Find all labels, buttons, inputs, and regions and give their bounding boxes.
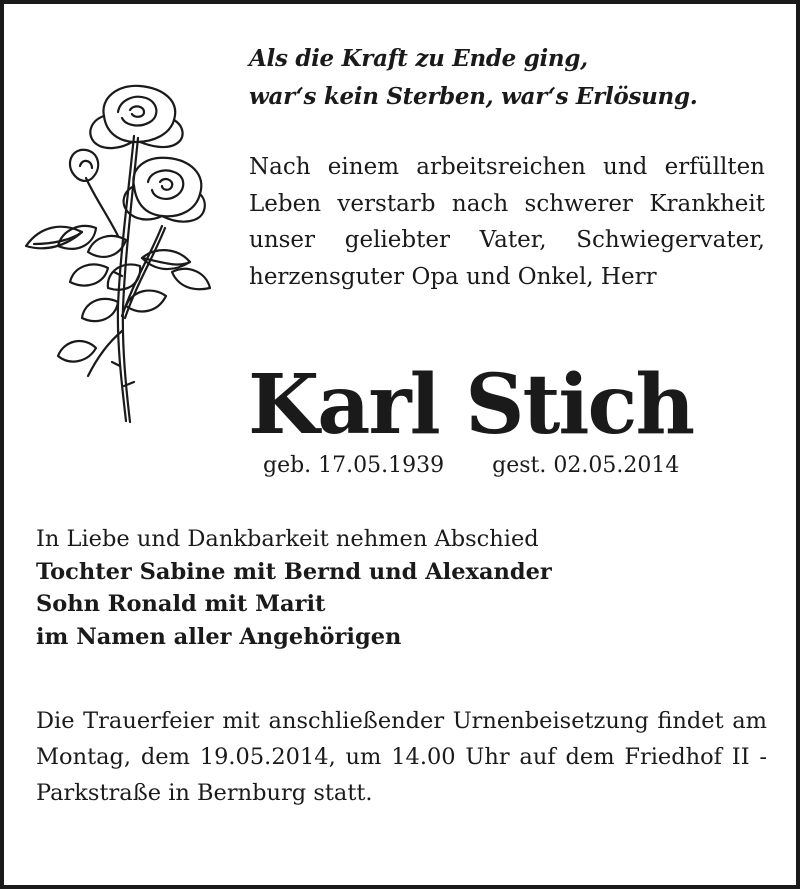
mourner-line: im Namen aller Angehörigen bbox=[36, 623, 402, 650]
mourner-line: Sohn Ronald mit Marit bbox=[36, 591, 326, 617]
motto-line-2: war‘s kein Sterben, war‘s Erlösung. bbox=[249, 83, 698, 110]
funeral-notice: Die Trauerfeier mit anschließender Urnenbeisetzung findet am Montag, dem 19.05.2014, um 14.00 Uhr auf dem Friedhof II - Parkstraße in Bernburg statt. bbox=[36, 708, 767, 806]
birth-date: geb. 17.05.1939 bbox=[263, 453, 445, 478]
rose-illustration bbox=[22, 76, 218, 436]
intro-text: Nach einem arbeitsreichen und erfüllten Leben verstarb nach schwerer Krankheit unser geliebter Vater, Schwiegervater, herzensguter Opa und Onkel, Herr bbox=[249, 154, 765, 290]
family-intro: In Liebe und Dankbarkeit nehmen Abschied bbox=[36, 526, 539, 552]
mourner-line: Tochter Sabine mit Bernd und Alexander bbox=[36, 558, 552, 585]
motto-line-1: Als die Kraft zu Ende ging, bbox=[249, 45, 588, 72]
death-date: gest. 02.05.2014 bbox=[492, 453, 680, 478]
motto bbox=[249, 40, 769, 116]
family-section bbox=[36, 523, 776, 653]
deceased-name: Karl Stich bbox=[248, 357, 694, 453]
life-dates bbox=[263, 451, 679, 481]
